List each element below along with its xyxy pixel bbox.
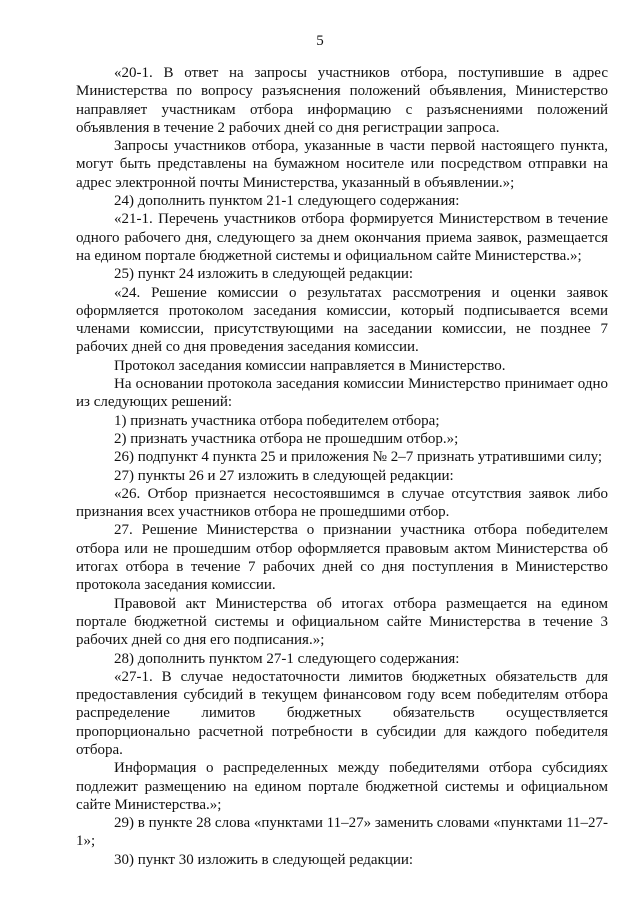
- paragraph-distribution-info: Информация о распределенных между победителями отбора субсидиях подлежит размещению на едином портале бюджетной системы и официальном сайте Министерства.»;: [76, 760, 608, 813]
- paragraph-item-24: 24) дополнить пунктом 21-1 следующего содержания:: [114, 193, 460, 210]
- paragraph-decision-2: 2) признать участника отбора не прошедшим отбор.»;: [114, 430, 459, 447]
- paragraph-legal-act: Правовой акт Министерства об итогах отбора размещается на едином портале бюджетной системы и официальном сайте Министерства в течение 3 рабочих дней со дня его подписания.»;: [76, 595, 608, 649]
- paragraph-26: «26. Отбор признается несостоявшимся в случае отсутствия заявок либо признания всех участников отбора не прошедшими отбор.: [76, 485, 608, 521]
- paragraph-item-26: 26) подпункт 4 пункта 25 и приложения № 2–7 признать утратившими силу;: [114, 449, 603, 466]
- paragraph-item-27: 27) пункты 26 и 27 изложить в следующей редакции:: [114, 467, 454, 484]
- paragraph-20-1: «20-1. В ответ на запросы участников отбора, поступившие в адрес Министерства по вопросу разъяснения положений объявления, Министерство направляет участникам отбора информацию с разъяснениями положений объявления в течение 2 рабочих дней со дня регистрации запроса.: [76, 65, 608, 136]
- paragraph-item-30: 30) пункт 30 изложить в следующей редакции:: [114, 851, 414, 868]
- paragraph-protocol: Протокол заседания комиссии направляется в Министерство.: [114, 357, 506, 374]
- paragraph-decisions: На основании протокола заседания комиссии Министерство принимает одно из следующих решений:: [76, 376, 608, 411]
- paragraph-item-28: 28) дополнить пунктом 27-1 следующего содержания:: [114, 650, 460, 667]
- paragraph-item-25: 25) пункт 24 изложить в следующей редакции:: [114, 266, 414, 283]
- document-body: [76, 64, 608, 869]
- paragraph-item-29: 29) в пункте 28 слова «пунктами 11–27» заменить словами «пунктами 11–27-1»;: [76, 815, 609, 850]
- paragraph-21-1: «21-1. Перечень участников отбора формируется Министерством в течение одного рабочего дня, следующего за днем окончания приема заявок, размещается на едином портале бюджетной системы и официальном сайте Министерства.»;: [76, 211, 608, 264]
- paragraph-decision-1: 1) признать участника отбора победителем отбора;: [114, 412, 440, 429]
- paragraph-27-1: «27-1. В случае недостаточности лимитов бюджетных обязательств для предоставления субсидий в текущем финансовом году всем победителям отбора распределение лимитов бюджетных обязательств осуществляется пропорционально расчетной потребности в субсидии для каждого победителя отбора.: [76, 668, 608, 758]
- paragraph-requests: Запросы участников отбора, указанные в части первой настоящего пункта, могут быть представлены на бумажном носителе или посредством отправки на адрес электронной почты Министерства, указанный в объявлении.»;: [76, 138, 608, 191]
- page-number: 5: [316, 33, 324, 49]
- paragraph-27: 27. Решение Министерства о признании участника отбора победителем отбора или не прошедшим отбор оформляется правовым актом Министерства об итогах отбора в течение 7 рабочих дней со дня поступления в Министерство протокола заседания комиссии.: [76, 522, 608, 594]
- paragraph-24: «24. Решение комиссии о результатах рассмотрения и оценки заявок оформляется протоколом заседания комиссии, который подписывается всеми членами комиссии, присутствующими на заседании комиссии, не позднее 7 рабочих дней со дня проведения заседания комиссии.: [76, 284, 608, 356]
